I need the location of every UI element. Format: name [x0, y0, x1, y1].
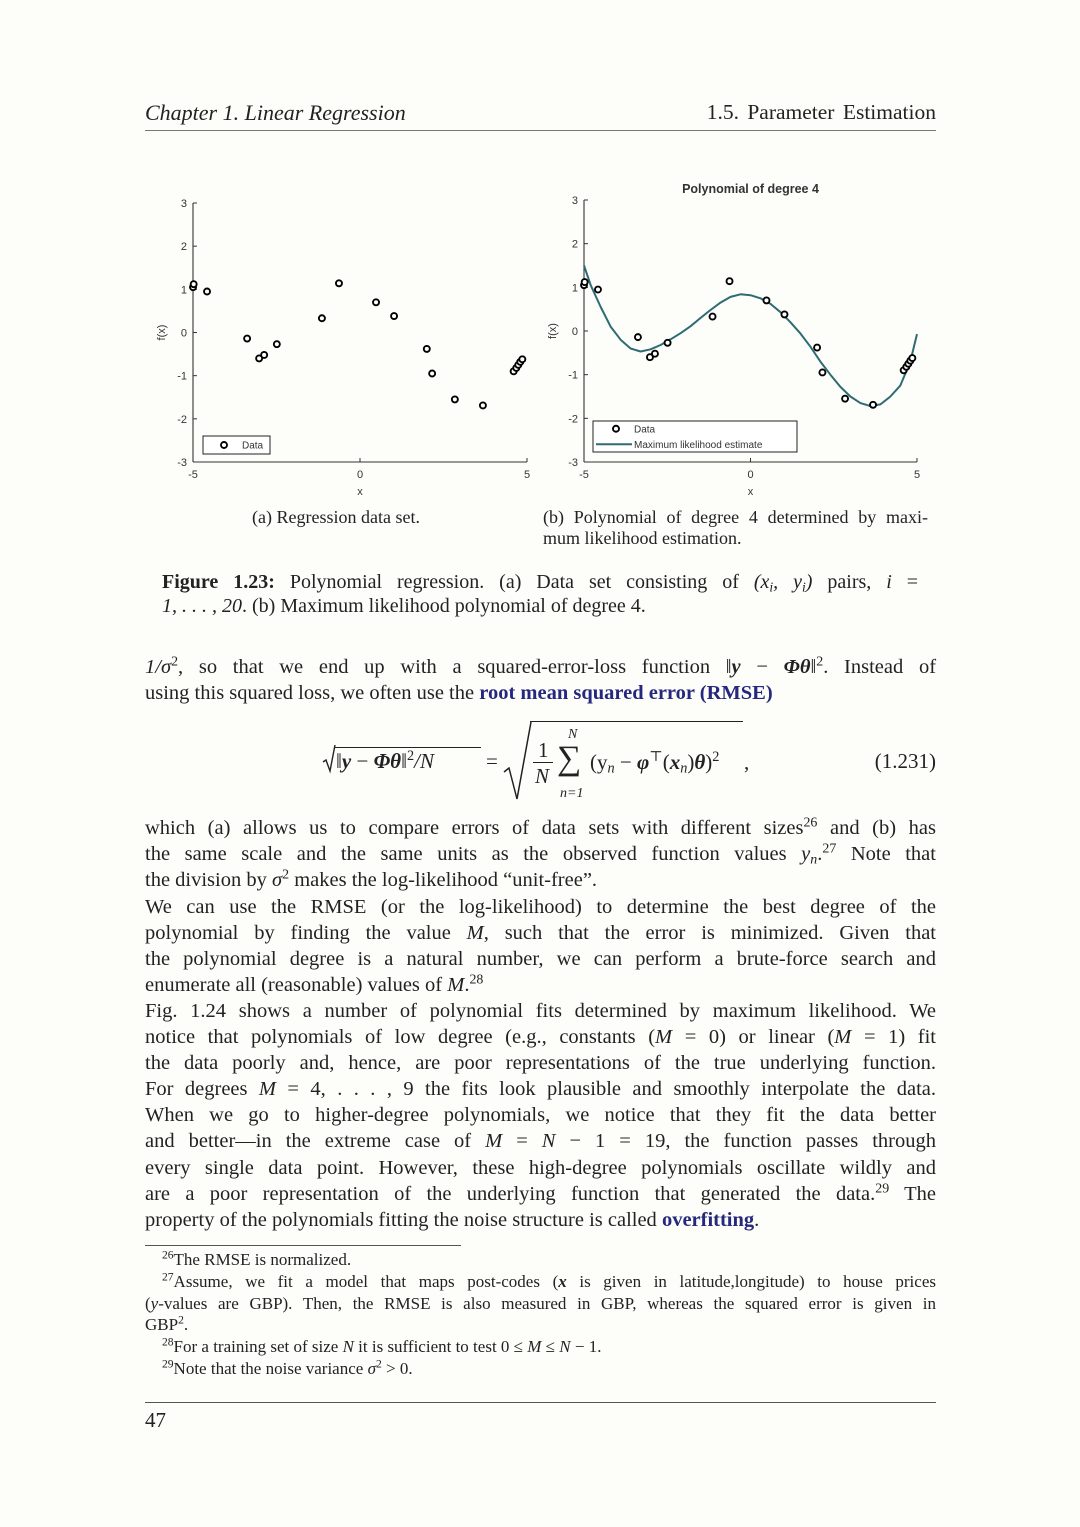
math-or-emphasis: y — [150, 1293, 159, 1313]
text-line: the same scale and the same units as the observed function values yn.$^{27}$ Note that — [145, 841, 936, 868]
legend-marker-icon — [613, 426, 619, 432]
data-point — [909, 355, 915, 361]
math-or-emphasis: M — [834, 1026, 852, 1049]
superscript: 2 — [816, 654, 824, 670]
subcaption-b-line: mum likelihood estimation. — [543, 528, 742, 548]
y-tick-label: -3 — [177, 457, 187, 469]
superscript: 29 — [875, 1181, 890, 1196]
text-line: enumerate all (reasonable) values of M.$^{28}$ — [145, 972, 484, 997]
math-or-emphasis: σ — [271, 869, 283, 892]
math-or-emphasis: M — [447, 974, 465, 997]
data-point — [373, 299, 379, 305]
header-rule — [145, 130, 936, 131]
math-or-emphasis: Φθ — [783, 656, 811, 678]
x-axis-label: x — [357, 486, 363, 498]
footnote-27-cont: (y-values are GBP). Then, the RMSE is also measured in GBP, whereas the squared error is given in — [145, 1293, 936, 1313]
data-point — [652, 351, 658, 357]
text-line: Fig. 1.24 shows a number of polynomial fits determined by maximum likelihood. We — [145, 1000, 936, 1022]
data-point — [274, 341, 280, 347]
text-line: are a poor representation of the underlying function that generated the data.$^{29}$ The — [145, 1181, 936, 1205]
figure-panel-b-polynomial-fit-plot — [540, 175, 940, 500]
data-point — [261, 352, 267, 358]
y-tick-label: 3 — [180, 198, 187, 210]
text-line: the data poorly and, hence, are poor representations of the true underlying function. — [145, 1052, 936, 1075]
footnote-26: $^{26}$The RMSE is normalized. — [162, 1248, 352, 1269]
math-or-emphasis: Figure 1.23: — [162, 571, 275, 593]
data-point — [244, 336, 250, 342]
footnote-29: $^{29}$Note that the noise variance $\sigma^2 > 0$. — [162, 1357, 413, 1378]
eq-equals: = — [486, 749, 498, 773]
subcaption-b — [543, 507, 928, 549]
footer-rule — [145, 1402, 936, 1403]
running-header-section: 1.5. Parameter Estimation — [706, 100, 936, 124]
eq-frac-numerator: 1 — [538, 738, 549, 762]
math-or-emphasis: σ — [367, 1358, 376, 1378]
data-point — [519, 356, 525, 362]
legend-label: Data — [634, 424, 656, 436]
x-tick-label: 0 — [747, 469, 754, 481]
superscript: 27 — [162, 1270, 174, 1284]
math-or-emphasis: N — [559, 1337, 571, 1357]
fraction-bar — [533, 762, 553, 763]
caption-line: Figure 1.23: Polynomial regression. (a) Data set consisting of (xi, yi) pairs, i = — [162, 571, 918, 595]
eq-lhs: ‖y − Φθ‖$^2$/N — [336, 748, 434, 773]
y-tick-label: -1 — [177, 370, 187, 383]
math-or-emphasis: M — [485, 1130, 503, 1153]
text-line: using this squared loss, we often use the root mean squared error (RMSE) — [145, 682, 773, 705]
data-points — [190, 280, 525, 408]
x-axis-label: x — [747, 486, 754, 498]
x-tick-label: 5 — [523, 469, 531, 481]
eq-frac-denominator: N — [535, 764, 550, 788]
math-or-emphasis: i — [769, 579, 774, 595]
data-point — [319, 315, 325, 321]
eq-sum-lower: n=1 — [560, 786, 584, 801]
text-line: the polynomial degree is a natural number, we can perform a brute-force search and — [145, 948, 936, 971]
text-line: We can use the RMSE (or the log-likelihood) to determine the best degree of the — [145, 896, 936, 918]
math-or-emphasis: N — [342, 1337, 354, 1357]
running-header-chapter: Chapter 1. Linear Regression — [145, 100, 406, 125]
math-or-emphasis: 1, . . . , 20 — [162, 595, 242, 617]
footnote-27: $^{27}$Assume, we fit a model that maps post-codes (x is given in latitude,longitude) to house prices — [162, 1270, 936, 1291]
legend — [203, 436, 270, 454]
data-point — [391, 313, 397, 319]
math-or-emphasis: n — [810, 852, 818, 868]
data-point — [204, 288, 210, 294]
math-or-emphasis: N — [541, 1130, 556, 1153]
large-sqrt-sign-icon — [503, 720, 533, 802]
y-tick-label: 0 — [180, 327, 187, 340]
y-tick-label: -2 — [568, 413, 578, 426]
text-line: For degrees M = 4, . . . , 9 the fits look plausible and smoothly interpolate the data. — [145, 1078, 936, 1101]
footnote-28: $^{28}$For a training set of size N it is sufficient to test 0 ≤ M ≤ N − 1. — [162, 1335, 602, 1357]
data-point — [480, 402, 486, 408]
eq-summand: (yn − φ⊤(xn)θ)$^2$ — [590, 749, 720, 777]
y-axis-label: f(x) — [547, 323, 559, 339]
y-tick-label: -1 — [568, 369, 578, 382]
data-point — [429, 371, 435, 377]
figure-panel-a-scatter-plot — [150, 180, 540, 500]
math-or-emphasis: M — [258, 1078, 276, 1101]
x-tick-label: -5 — [188, 469, 198, 481]
eq-comma: , — [744, 750, 750, 774]
math-or-emphasis: M — [466, 922, 484, 945]
superscript: 27 — [822, 841, 837, 857]
data-point — [191, 281, 197, 287]
y-tick-label: -3 — [568, 457, 578, 469]
text-line: $1/\sigma^2$, so that we end up with a squared-error-loss function ‖y − Φθ‖$^2$. Instead of — [145, 654, 937, 678]
x-tick-label: 5 — [913, 469, 921, 481]
figure-caption — [162, 570, 918, 618]
paragraph-rmse-intro — [145, 654, 936, 706]
y-axis-label: f(x) — [156, 324, 168, 341]
y-tick-label: 2 — [180, 241, 187, 254]
superscript: 26 — [803, 815, 818, 831]
superscript: 2 — [282, 867, 290, 883]
text-line: which (a) allows us to compare errors of data sets with different sizes$^{26}$ and (b) has — [145, 815, 936, 839]
footnote-27-cont: GBP$^2$. — [145, 1314, 189, 1335]
page-number: 47 — [145, 1408, 166, 1432]
sqrt-sign-icon — [322, 744, 336, 774]
data-point — [336, 280, 342, 286]
math-or-emphasis: , y — [773, 571, 802, 593]
x-tick-label: 0 — [356, 469, 364, 481]
math-or-emphasis: M — [527, 1337, 542, 1357]
y-tick-label: 3 — [571, 195, 578, 207]
superscript: 26 — [162, 1248, 174, 1262]
math-or-emphasis: i — [886, 571, 892, 593]
x-tick-label: -5 — [579, 469, 589, 481]
data-point — [424, 346, 430, 352]
text-line: every single data point. However, these high-degree polynomials oscillate wildly and — [145, 1156, 936, 1179]
text-line: the division by $\sigma^2$ makes the log-likelihood “unit-free”. — [145, 867, 598, 892]
glossary-link[interactable]: overfitting — [661, 1208, 755, 1231]
subcaption-b-line: (b) Polynomial of degree 4 determined by maxi- — [543, 507, 928, 527]
math-or-emphasis: 1/σ — [145, 656, 172, 678]
legend-label: Data — [242, 440, 264, 452]
eq-sum-upper: N — [568, 727, 578, 742]
legend-marker-icon — [221, 442, 227, 448]
math-or-emphasis: (x — [753, 571, 770, 593]
data-point — [870, 402, 876, 408]
y-tick-label: 0 — [571, 326, 578, 338]
fit-curve — [584, 266, 917, 407]
math-or-emphasis: M — [655, 1026, 673, 1049]
paragraph-degree-selection — [145, 894, 936, 998]
data-point — [763, 297, 769, 303]
data-point — [710, 314, 716, 320]
footnote-rule — [145, 1245, 461, 1246]
sqrt-overline — [530, 721, 743, 722]
math-or-emphasis: y — [801, 843, 811, 866]
text-line: property of the polynomials fitting the noise structure is called overfitting. — [145, 1208, 760, 1231]
y-tick-label: -2 — [177, 413, 187, 426]
data-point — [665, 340, 671, 346]
caption-line: 1, . . . , 20. (b) Maximum likelihood polynomial of degree 4. — [162, 595, 646, 617]
superscript: 28 — [162, 1335, 174, 1349]
data-point — [727, 278, 733, 284]
text-line: When we go to higher-degree polynomials, we notice that they fit the data better — [145, 1104, 936, 1127]
chart-title: Polynomial of degree 4 — [682, 182, 819, 196]
summation-icon: ∑ — [557, 740, 582, 777]
footnotes — [145, 1249, 936, 1380]
superscript: 2 — [375, 1357, 382, 1371]
data-point — [781, 311, 787, 317]
legend-label: Maximum likelihood estimate — [634, 439, 763, 451]
paragraph-rmse-properties — [145, 815, 936, 893]
text-line: polynomial by finding the value M, such that the error is minimized. Given that — [145, 922, 936, 945]
data-point — [842, 396, 848, 402]
legend — [593, 421, 797, 452]
math-or-emphasis: y — [731, 656, 741, 678]
math-or-emphasis: x — [558, 1271, 567, 1291]
y-tick-label: 1 — [180, 284, 187, 297]
data-point — [595, 287, 601, 293]
math-or-emphasis: i — [801, 579, 806, 595]
data-point — [635, 334, 641, 340]
superscript: 2 — [171, 654, 179, 670]
y-tick-label: 1 — [571, 282, 578, 295]
glossary-link[interactable]: root mean squared error (RMSE) — [479, 682, 773, 705]
data-point — [814, 345, 820, 351]
data-points — [581, 278, 915, 408]
paragraph-overfitting — [145, 998, 936, 1233]
data-point — [819, 369, 825, 375]
equation-number: (1.231) — [874, 749, 936, 773]
superscript: 2 — [178, 1314, 184, 1328]
superscript: 29 — [162, 1357, 174, 1371]
subcaption-a: (a) Regression data set. — [252, 507, 420, 527]
superscript: 28 — [469, 972, 484, 988]
text-line: and better—in the extreme case of M = N − 1 = 19, the function passes through — [145, 1130, 937, 1153]
math-or-emphasis: ) — [805, 571, 813, 593]
text-line: notice that polynomials of low degree (e.g., constants (M = 0) or linear (M = 1) fit — [145, 1026, 937, 1049]
y-tick-label: 2 — [571, 238, 578, 251]
data-point — [452, 396, 458, 402]
data-point — [582, 279, 588, 285]
